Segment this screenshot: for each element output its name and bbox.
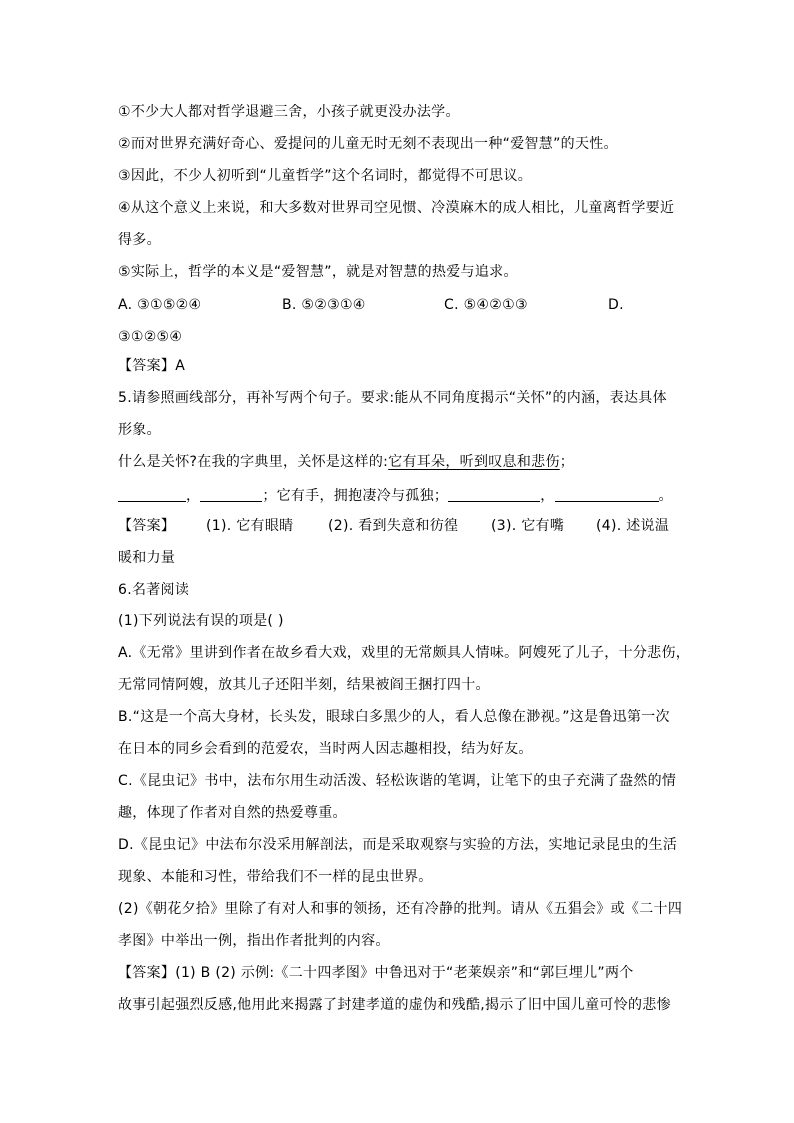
- q5-blank-sep-1: ，: [186, 488, 201, 504]
- q6-answer-line1: 【答案】(1) B (2) 示例:《二十四孝图》中鲁迅对于“老莱娱亲”和“郭巨埋儿”两个: [118, 965, 634, 981]
- q5-question-line2: 形象。: [118, 422, 161, 438]
- q5-blank-3[interactable]: [448, 487, 540, 502]
- q5-question-line1: 5.请参照画线部分，再补写两个句子。要求:能从不同角度揭示“关怀”的内涵，表达具体: [118, 390, 667, 406]
- q5-blanks-middle: ；它有手，拥抱凄冷与孤独；: [262, 488, 449, 504]
- q5-answer-part-2: (2). 看到失意和彷徨: [328, 518, 459, 534]
- q6-option-b-line1: B.“这是一个高大身材，长头发，眼球白多黑少的人，看人总像在渺视。”这是鲁迅第一次: [118, 709, 670, 725]
- q6-title: 6.名著阅读: [118, 582, 190, 598]
- q6-sub1: (1)下列说法有误的项是( ): [118, 613, 284, 629]
- q6-option-a-line2: 无常同情阿嫂，放其儿子还阳半刻，结果被阎王捆打四十。: [118, 677, 490, 693]
- q6-option-d-line1: D.《昆虫记》中法布尔没采用解剖法，而是采取观察与实验的方法，实地记录昆虫的生活: [118, 837, 678, 853]
- q4-option-b: B. ⑤②③①④: [282, 297, 366, 313]
- q4-sentence-4-cont: 得多。: [118, 232, 161, 248]
- q5-answer-part-3: (3). 它有嘴: [491, 518, 565, 534]
- q6-option-c-line1: C.《昆虫记》书中，法布尔用生动活泼、轻松诙谐的笔调，让笔下的虫子充满了盎然的情: [118, 773, 677, 789]
- q5-answer-label: 【答案】: [118, 518, 176, 534]
- q5-blank-4[interactable]: [555, 487, 659, 502]
- q4-sentence-3: ③因此，不少人初听到“儿童哲学”这个名词时，都觉得不可思议。: [118, 168, 533, 184]
- q4-answer: 【答案】A: [118, 358, 186, 374]
- q6-option-d-line2: 现象、本能和习性，带给我们不一样的昆虫世界。: [118, 869, 433, 885]
- q5-blank-1[interactable]: [118, 487, 186, 502]
- q6-option-b-line2: 在日本的同乡会看到的范爱农，当时两人因志趣相投，结为好友。: [118, 741, 533, 757]
- q4-sentence-2: ②而对世界充满好奇心、爱提问的儿童无时无刻不表现出一种“爱智慧”的天性。: [118, 136, 618, 152]
- q5-answer-line2: 暖和力量: [118, 550, 176, 566]
- q4-option-d: D.: [608, 297, 624, 313]
- q6-sub2-line2: 孝图》中举出一例，指出作者批判的内容。: [118, 933, 390, 949]
- q5-example-suffix: ；: [559, 454, 575, 470]
- q4-option-c: C. ⑤④②①③: [444, 297, 528, 313]
- q4-sentence-5: ⑤实际上，哲学的本义是“爱智慧”，就是对智慧的热爱与追求。: [118, 264, 518, 280]
- q6-option-a-line1: A.《无常》里讲到作者在故乡看大戏，戏里的无常颇具人情味。阿嫂死了儿子，十分悲伤，: [118, 645, 691, 661]
- q6-sub2-line1: (2)《朝花夕拾》里除了有对人和事的领扬，还有冷静的批判。请从《五猖会》或《二十四: [118, 901, 683, 917]
- q5-blanks-end: 。: [658, 488, 673, 504]
- q5-answer-part-1: (1). 它有眼睛: [206, 518, 294, 534]
- q5-blanks-line: [118, 486, 673, 506]
- q4-option-d-value: ③①②⑤④: [118, 329, 183, 345]
- q6-answer-line2: 故事引起强烈反感,他用此来揭露了封建孝道的虚伪和残酷,揭示了旧中国儿童可怜的悲惨: [118, 997, 671, 1013]
- q4-sentence-1: ①不少大人都对哲学退避三舍，小孩子就更没办法学。: [118, 104, 460, 120]
- q4-option-a: A. ③①⑤②④: [118, 297, 202, 313]
- q5-blank-2[interactable]: [200, 487, 262, 502]
- q5-answer-part-4: (4). 述说温: [596, 518, 670, 534]
- q5-example-prefix: 什么是关怀?在我的字典里，关怀是这样的:: [118, 454, 389, 470]
- q5-example-underlined: 它有耳朵，听到叹息和悲伤: [388, 454, 560, 470]
- q6-option-c-line2: 趣，体现了作者对自然的热爱尊重。: [118, 805, 347, 821]
- q4-sentence-4: ④从这个意义上来说，和大多数对世界司空见惯、冷漠麻木的成人相比，儿童离哲学要近: [118, 200, 675, 216]
- q5-example: [118, 452, 574, 472]
- q5-blank-sep-2: ，: [540, 488, 555, 504]
